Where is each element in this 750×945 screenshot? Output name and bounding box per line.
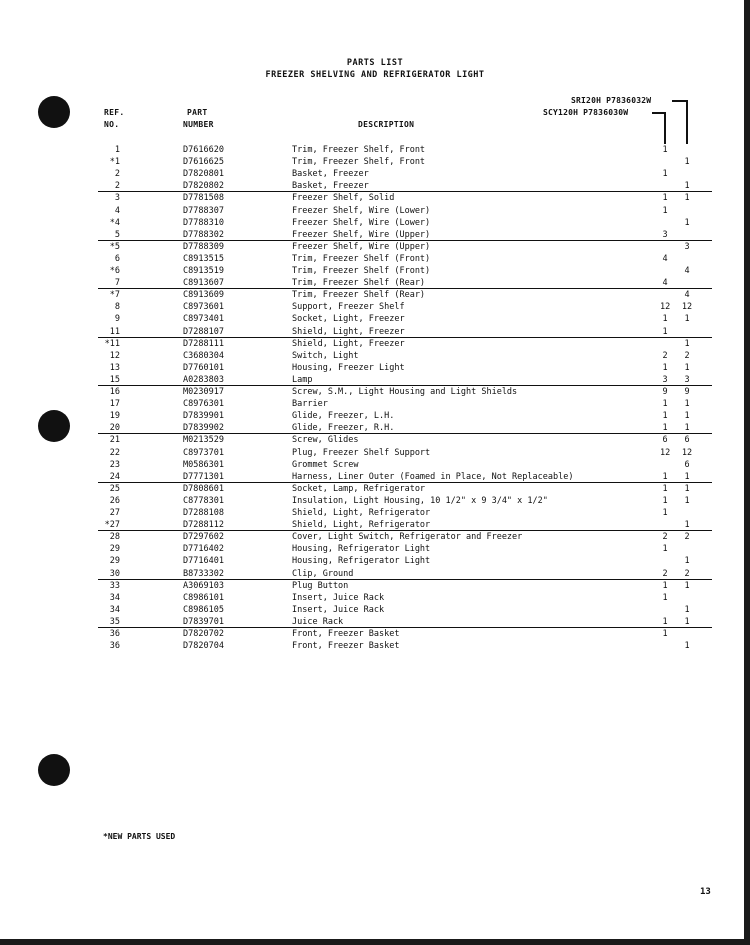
qty-model-b-cell: 1 bbox=[684, 580, 690, 591]
qty-model-a-cell: 1 bbox=[662, 592, 668, 603]
qty-model-a-cell: 1 bbox=[662, 314, 668, 325]
ref-cell: *11 bbox=[104, 338, 120, 349]
table-row bbox=[0, 144, 750, 156]
qty-model-b-cell: 2 bbox=[684, 532, 690, 543]
ref-cell: 12 bbox=[109, 350, 120, 361]
description-cell: Freezer Shelf, Wire (Upper) bbox=[292, 241, 431, 252]
qty-model-b-cell: 1 bbox=[684, 314, 690, 325]
table-row bbox=[0, 483, 750, 495]
ref-cell: 13 bbox=[109, 362, 120, 373]
qty-model-b-cell: 1 bbox=[684, 616, 690, 627]
qty-model-a-cell: 1 bbox=[662, 483, 668, 494]
qty-model-b-cell: 1 bbox=[684, 193, 690, 204]
qty-model-a-cell: 1 bbox=[662, 205, 668, 216]
description-cell: Trim, Freezer Shelf (Front) bbox=[292, 253, 431, 264]
ref-cell: *4 bbox=[109, 217, 120, 228]
qty-model-a-cell: 1 bbox=[662, 423, 668, 434]
part-number-cell: D7297602 bbox=[183, 532, 224, 543]
description-cell: Support, Freezer Shelf bbox=[292, 302, 405, 313]
table-row bbox=[0, 217, 750, 229]
qty-model-b-cell: 1 bbox=[684, 157, 690, 168]
description-cell: Insulation, Light Housing, 10 1/2" x 9 3/4" x 1/2" bbox=[292, 495, 548, 506]
part-number-cell: C8986105 bbox=[183, 604, 224, 615]
part-number-cell: C8913515 bbox=[183, 253, 224, 264]
part-number-cell: D7788302 bbox=[183, 229, 224, 240]
table-row bbox=[0, 604, 750, 616]
ref-cell: 4 bbox=[114, 205, 120, 216]
ref-cell: 19 bbox=[109, 411, 120, 422]
part-number-cell: M0213529 bbox=[183, 435, 224, 446]
qty-model-b-cell: 1 bbox=[684, 641, 690, 652]
table-row bbox=[0, 289, 750, 301]
part-number-cell: D7288108 bbox=[183, 508, 224, 518]
ref-cell: 15 bbox=[109, 374, 120, 385]
qty-model-a-cell: 1 bbox=[662, 616, 668, 627]
part-number-cell: D7820702 bbox=[183, 629, 224, 639]
table-row bbox=[0, 398, 750, 410]
ref-cell: 30 bbox=[109, 568, 120, 579]
description-cell: Shield, Light, Refrigerator bbox=[292, 520, 431, 531]
description-cell: Basket, Freezer bbox=[292, 181, 369, 192]
description-cell: Socket, Lamp, Refrigerator bbox=[292, 483, 426, 494]
ref-cell: 8 bbox=[114, 302, 120, 313]
ref-cell: 7 bbox=[114, 278, 120, 289]
part-number-cell: D7820704 bbox=[183, 641, 224, 652]
table-row bbox=[0, 459, 750, 471]
model-bracket-a bbox=[672, 100, 688, 144]
qty-model-b-cell: 1 bbox=[684, 217, 690, 228]
part-number-cell: C8913609 bbox=[183, 290, 224, 301]
description-cell: Glide, Freezer, R.H. bbox=[292, 423, 395, 434]
description-cell: Insert, Juice Rack bbox=[292, 592, 385, 603]
qty-model-b-cell: 1 bbox=[684, 399, 690, 410]
part-number-cell: D7788310 bbox=[183, 217, 224, 228]
ref-cell: 21 bbox=[109, 435, 120, 446]
qty-model-b-cell: 1 bbox=[684, 471, 690, 482]
part-number-cell: D7820801 bbox=[183, 169, 224, 180]
part-number-cell: D7716402 bbox=[183, 544, 224, 555]
qty-model-a-cell: 12 bbox=[660, 302, 671, 313]
ref-cell: *27 bbox=[104, 520, 120, 531]
description-cell: Housing, Refrigerator Light bbox=[292, 544, 431, 555]
qty-model-b-cell: 1 bbox=[684, 604, 690, 615]
description-cell: Clip, Ground bbox=[292, 568, 354, 579]
part-number-cell: M0230917 bbox=[183, 387, 224, 397]
part-number-cell: D7288111 bbox=[183, 338, 224, 349]
description-cell: Freezer Shelf, Wire (Lower) bbox=[292, 217, 431, 228]
part-number-cell: A3069103 bbox=[183, 580, 224, 591]
model-label-a: SRI20H P7836032W bbox=[571, 96, 652, 105]
qty-model-b-cell: 4 bbox=[684, 266, 690, 276]
part-number-cell: D7808601 bbox=[183, 483, 224, 494]
qty-model-a-cell: 2 bbox=[662, 350, 668, 361]
ref-cell: 27 bbox=[109, 508, 120, 518]
table-row bbox=[0, 543, 750, 555]
part-number-cell: D7788309 bbox=[183, 241, 224, 252]
description-cell: Front, Freezer Basket bbox=[292, 629, 400, 639]
ref-cell: 20 bbox=[109, 423, 120, 434]
part-number-cell: D7788307 bbox=[183, 205, 224, 216]
description-cell: Trim, Freezer Shelf, Front bbox=[292, 157, 426, 168]
qty-model-a-cell: 2 bbox=[662, 568, 668, 579]
qty-model-a-cell: 1 bbox=[662, 362, 668, 373]
qty-model-b-cell: 12 bbox=[681, 302, 693, 313]
part-number-cell: D7616620 bbox=[183, 145, 224, 155]
description-cell: Glide, Freezer, L.H. bbox=[292, 411, 395, 422]
description-cell: Grommet Screw bbox=[292, 459, 359, 470]
qty-model-a-cell: 1 bbox=[662, 193, 668, 204]
description-cell: Barrier bbox=[292, 399, 328, 410]
qty-model-a-cell: 9 bbox=[662, 387, 668, 397]
description-cell: Front, Freezer Basket bbox=[292, 641, 400, 652]
model-label-b: SCY120H P7836030W bbox=[543, 108, 629, 117]
ref-cell: *6 bbox=[109, 266, 120, 276]
ref-cell: 1 bbox=[114, 145, 120, 155]
part-number-cell: C8913607 bbox=[183, 278, 224, 289]
qty-model-a-cell: 1 bbox=[662, 544, 668, 555]
binder-hole-icon bbox=[38, 96, 70, 128]
part-number-cell: D7820802 bbox=[183, 181, 224, 192]
table-row bbox=[0, 531, 750, 543]
part-number-cell: C8973701 bbox=[183, 447, 224, 458]
ref-cell: 26 bbox=[109, 495, 120, 506]
qty-model-b-cell: 2 bbox=[684, 568, 690, 579]
description-cell: Plug, Freezer Shelf Support bbox=[292, 447, 431, 458]
ref-cell: 23 bbox=[109, 459, 120, 470]
qty-model-b-cell: 12 bbox=[681, 447, 693, 458]
part-number-cell: C8778301 bbox=[183, 495, 224, 506]
qty-model-a-cell: 1 bbox=[662, 411, 668, 422]
ref-cell: *1 bbox=[109, 157, 120, 168]
table-row bbox=[0, 580, 750, 592]
ref-cell: 3 bbox=[114, 193, 120, 204]
description-cell: Lamp bbox=[292, 374, 313, 385]
ref-cell: 6 bbox=[114, 253, 120, 264]
description-cell: Harness, Liner Outer (Foamed in Place, Not Replaceable) bbox=[292, 471, 574, 482]
table-row bbox=[0, 362, 750, 374]
table-row bbox=[0, 168, 750, 180]
description-cell: Trim, Freezer Shelf (Front) bbox=[292, 266, 431, 276]
ref-cell: 16 bbox=[109, 387, 120, 397]
ref-cell: 22 bbox=[109, 447, 120, 458]
part-number-cell: C3680304 bbox=[183, 350, 224, 361]
qty-model-b-cell: 1 bbox=[684, 181, 690, 192]
table-row bbox=[0, 265, 750, 277]
table-row bbox=[0, 338, 750, 350]
qty-model-b-cell: 1 bbox=[684, 423, 690, 434]
table-row bbox=[0, 301, 750, 313]
footnote: *NEW PARTS USED bbox=[103, 832, 176, 841]
qty-model-a-cell: 1 bbox=[662, 326, 668, 337]
ref-cell: 25 bbox=[109, 483, 120, 494]
qty-model-b-cell: 3 bbox=[684, 241, 690, 252]
part-number-cell: D7839902 bbox=[183, 423, 224, 434]
ref-cell: 34 bbox=[109, 604, 120, 615]
qty-model-a-cell: 3 bbox=[662, 229, 668, 240]
part-number-cell: D7839901 bbox=[183, 411, 224, 422]
table-row bbox=[0, 313, 750, 325]
table-row bbox=[0, 555, 750, 567]
part-number-cell: D7839701 bbox=[183, 616, 224, 627]
part-number-cell: D7288112 bbox=[183, 520, 224, 531]
qty-model-b-cell: 1 bbox=[684, 495, 690, 506]
description-cell: Freezer Shelf, Solid bbox=[292, 193, 395, 204]
col-desc-header: DESCRIPTION bbox=[358, 120, 415, 129]
description-cell: Housing, Freezer Light bbox=[292, 362, 405, 373]
col-part-header-line2: NUMBER bbox=[183, 120, 214, 129]
table-row bbox=[0, 205, 750, 217]
ref-cell: 35 bbox=[109, 616, 120, 627]
ref-cell: 5 bbox=[114, 229, 120, 240]
part-number-cell: D7616625 bbox=[183, 157, 224, 168]
description-cell: Trim, Freezer Shelf, Front bbox=[292, 145, 426, 155]
part-number-cell: C8973601 bbox=[183, 302, 224, 313]
ref-cell: 2 bbox=[114, 169, 120, 180]
col-ref-header-line1: REF. bbox=[104, 108, 125, 117]
part-number-cell: M0586301 bbox=[183, 459, 224, 470]
qty-model-b-cell: 6 bbox=[684, 459, 690, 470]
qty-model-b-cell: 2 bbox=[684, 350, 690, 361]
description-cell: Shield, Light, Refrigerator bbox=[292, 508, 431, 518]
description-cell: Insert, Juice Rack bbox=[292, 604, 385, 615]
qty-model-a-cell: 1 bbox=[662, 399, 668, 410]
qty-model-b-cell: 1 bbox=[684, 362, 690, 373]
qty-model-b-cell: 1 bbox=[684, 556, 690, 567]
description-cell: Trim, Freezer Shelf (Rear) bbox=[292, 278, 426, 289]
table-row bbox=[0, 447, 750, 459]
description-cell: Freezer Shelf, Wire (Upper) bbox=[292, 229, 431, 240]
qty-model-a-cell: 6 bbox=[662, 435, 668, 446]
qty-model-a-cell: 1 bbox=[662, 145, 668, 155]
qty-model-a-cell: 2 bbox=[662, 532, 668, 543]
table-row bbox=[0, 434, 750, 446]
description-cell: Trim, Freezer Shelf (Rear) bbox=[292, 290, 426, 301]
description-cell: Housing, Refrigerator Light bbox=[292, 556, 431, 567]
page-title: PARTS LIST bbox=[346, 58, 404, 68]
qty-model-a-cell: 1 bbox=[662, 580, 668, 591]
table-row bbox=[0, 592, 750, 604]
qty-model-a-cell: 1 bbox=[662, 471, 668, 482]
table-row bbox=[0, 410, 750, 422]
ref-cell: 36 bbox=[109, 641, 120, 652]
model-bracket-b bbox=[652, 112, 666, 144]
part-number-cell: D7716401 bbox=[183, 556, 224, 567]
part-number-cell: D7781508 bbox=[183, 193, 224, 204]
qty-model-b-cell: 3 bbox=[684, 374, 690, 385]
part-number-cell: B8733302 bbox=[183, 568, 224, 579]
qty-model-b-cell: 6 bbox=[684, 435, 690, 446]
description-cell: Basket, Freezer bbox=[292, 169, 369, 180]
qty-model-a-cell: 1 bbox=[662, 169, 668, 180]
ref-cell: 28 bbox=[109, 532, 120, 543]
ref-cell: 2 bbox=[114, 181, 120, 192]
col-ref-header-line2: NO. bbox=[104, 120, 120, 129]
qty-model-a-cell: 1 bbox=[662, 508, 668, 518]
qty-model-b-cell: 1 bbox=[684, 338, 690, 349]
table-row bbox=[0, 156, 750, 168]
description-cell: Plug Button bbox=[292, 580, 349, 591]
ref-cell: 29 bbox=[109, 556, 120, 567]
qty-model-b-cell: 9 bbox=[684, 387, 690, 397]
qty-model-b-cell: 1 bbox=[684, 411, 690, 422]
ref-cell: 24 bbox=[109, 471, 120, 482]
part-number-cell: C8973401 bbox=[183, 314, 224, 325]
part-number-cell: D7771301 bbox=[183, 471, 224, 482]
page-subtitle: FREEZER SHELVING AND REFRIGERATOR LIGHT bbox=[265, 70, 485, 80]
ref-cell: *7 bbox=[109, 290, 120, 301]
description-cell: Shield, Light, Freezer bbox=[292, 338, 405, 349]
part-number-cell: C8976301 bbox=[183, 399, 224, 410]
qty-model-a-cell: 1 bbox=[662, 495, 668, 506]
qty-model-b-cell: 1 bbox=[684, 483, 690, 494]
qty-model-a-cell: 4 bbox=[662, 253, 668, 264]
description-cell: Shield, Light, Freezer bbox=[292, 326, 405, 337]
qty-model-a-cell: 4 bbox=[662, 278, 668, 289]
part-number-cell: D7760101 bbox=[183, 362, 224, 373]
ref-cell: 33 bbox=[109, 580, 120, 591]
table-row bbox=[0, 495, 750, 507]
qty-model-b-cell: 4 bbox=[684, 290, 690, 301]
table-row bbox=[0, 192, 750, 204]
ref-cell: 29 bbox=[109, 544, 120, 555]
ref-cell: 9 bbox=[114, 314, 120, 325]
table-row bbox=[0, 241, 750, 253]
col-part-header-line1: PART bbox=[187, 108, 208, 117]
page-number: 13 bbox=[700, 887, 711, 897]
qty-model-a-cell: 1 bbox=[662, 629, 668, 639]
description-cell: Socket, Light, Freezer bbox=[292, 314, 405, 325]
table-row bbox=[0, 640, 750, 652]
binder-hole-icon bbox=[38, 754, 70, 786]
description-cell: Screw, Glides bbox=[292, 435, 359, 446]
part-number-cell: C8986101 bbox=[183, 592, 224, 603]
table-row bbox=[0, 350, 750, 362]
part-number-cell: A0283803 bbox=[183, 374, 224, 385]
description-cell: Freezer Shelf, Wire (Lower) bbox=[292, 205, 431, 216]
qty-model-a-cell: 3 bbox=[662, 374, 668, 385]
description-cell: Switch, Light bbox=[292, 350, 359, 361]
scan-edge-bottom bbox=[0, 939, 750, 945]
part-number-cell: D7288107 bbox=[183, 326, 224, 337]
qty-model-b-cell: 1 bbox=[684, 520, 690, 531]
table-row bbox=[0, 386, 750, 398]
qty-model-a-cell: 12 bbox=[660, 447, 671, 458]
ref-cell: 36 bbox=[109, 629, 120, 639]
table-row bbox=[0, 507, 750, 519]
table-row bbox=[0, 628, 750, 640]
description-cell: Juice Rack bbox=[292, 616, 344, 627]
ref-cell: 11 bbox=[109, 326, 120, 337]
part-number-cell: C8913519 bbox=[183, 266, 224, 276]
ref-cell: *5 bbox=[109, 241, 120, 252]
ref-cell: 34 bbox=[109, 592, 120, 603]
table-row bbox=[0, 253, 750, 265]
ref-cell: 17 bbox=[109, 399, 120, 410]
description-cell: Cover, Light Switch, Refrigerator and Freezer bbox=[292, 532, 523, 543]
description-cell: Screw, S.M., Light Housing and Light Shields bbox=[292, 387, 518, 397]
